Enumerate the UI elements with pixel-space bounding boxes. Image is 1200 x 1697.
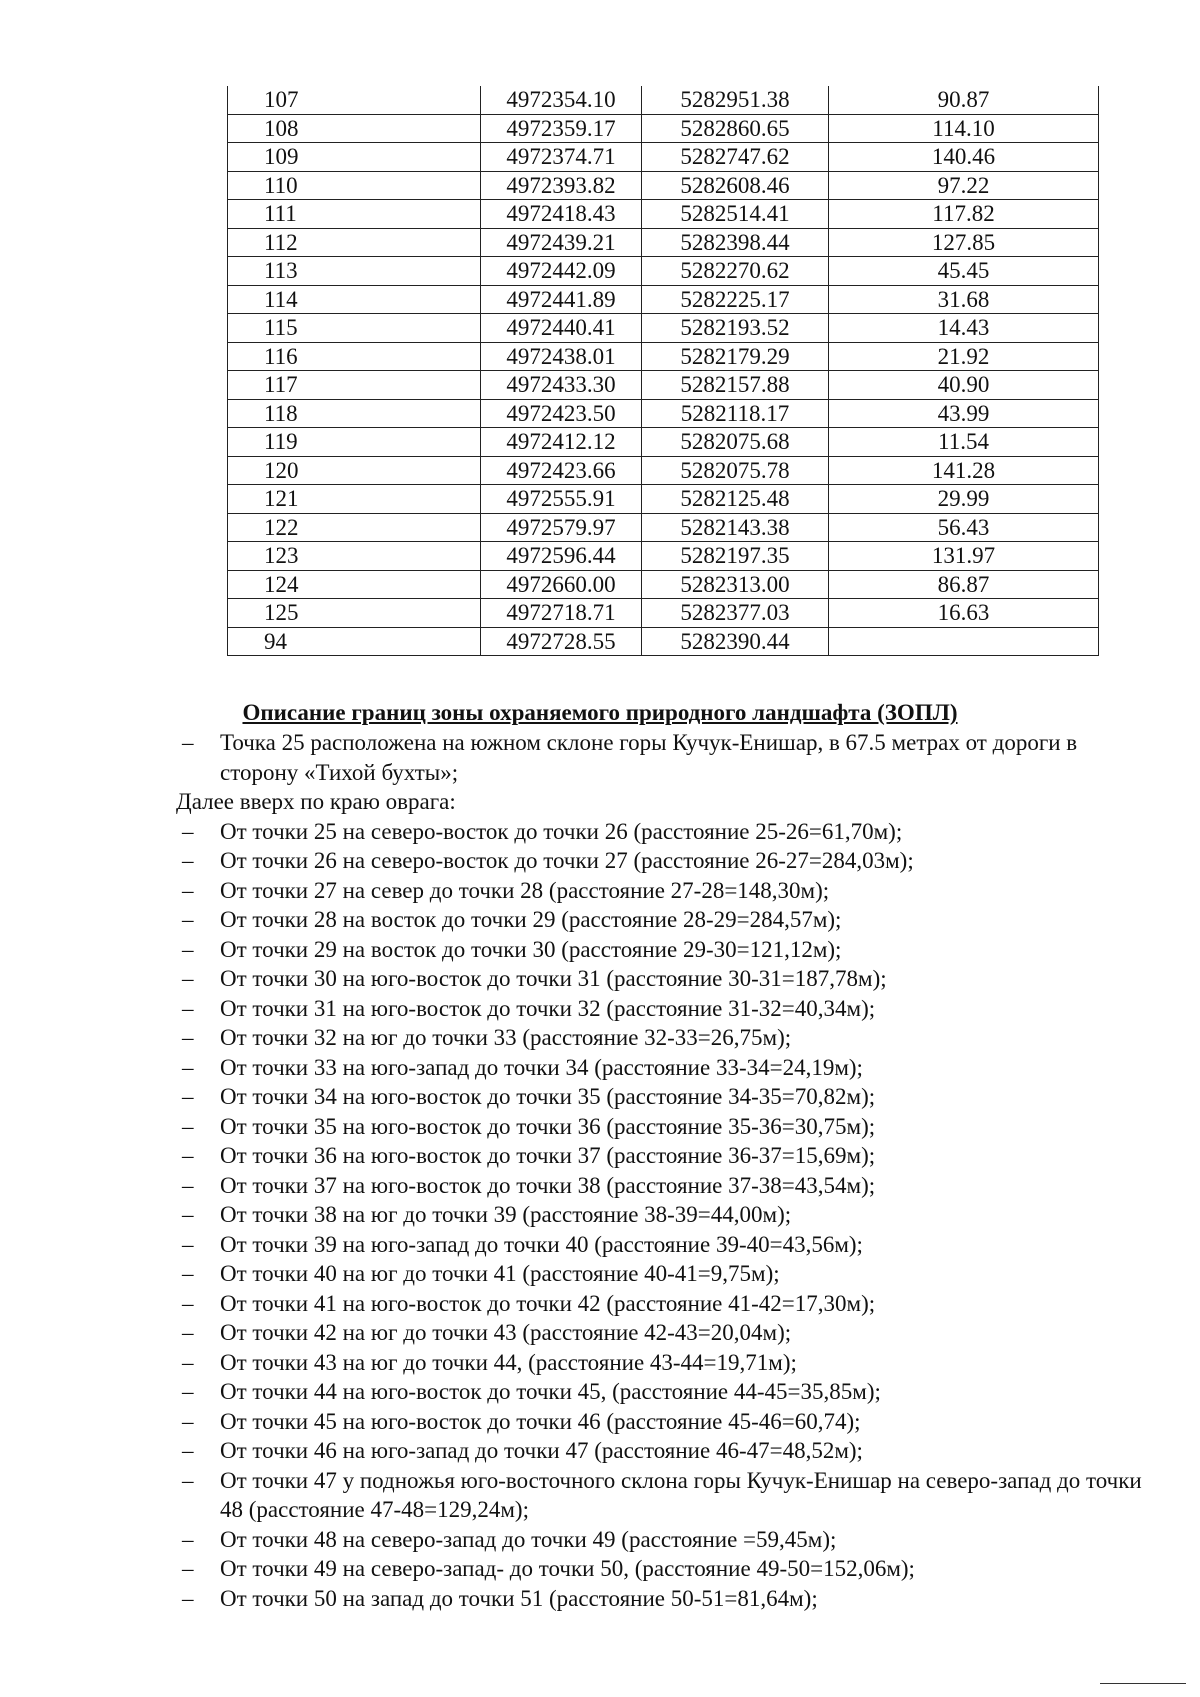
x-coordinate-cell: 4972412.12 — [481, 428, 642, 457]
x-coordinate-cell: 4972579.97 — [481, 513, 642, 542]
dash-marker: – — [182, 1172, 194, 1198]
table-row — [228, 314, 1099, 343]
list-item — [176, 1436, 1156, 1466]
list-item-text: От точки 43 на юг до точки 44, (расстояние 43-44=19,71м); — [220, 1349, 797, 1375]
y-coordinate-cell: 5282197.35 — [642, 542, 829, 571]
list-item-text: От точки 41 на юго-восток до точки 42 (расстояние 41-42=17,30м); — [220, 1290, 876, 1316]
list-item-text: От точки 25 на северо-восток до точки 26 (расстояние 25-26=61,70м); — [220, 818, 903, 844]
x-coordinate-cell: 4972374.71 — [481, 143, 642, 172]
distance-cell: 86.87 — [829, 570, 1099, 599]
list-item — [176, 1554, 1156, 1584]
distance-cell: 43.99 — [829, 399, 1099, 428]
y-coordinate-cell: 5282747.62 — [642, 143, 829, 172]
point-number-cell: 109 — [228, 143, 481, 172]
point-number-cell: 113 — [228, 257, 481, 286]
distance-cell: 90.87 — [829, 86, 1099, 114]
table-row — [228, 513, 1099, 542]
point-number-cell: 117 — [228, 371, 481, 400]
list-item-text: От точки 39 на юго-запад до точки 40 (расстояние 39-40=43,56м); — [220, 1231, 863, 1257]
list-item-text: От точки 31 на юго-восток до точки 32 (расстояние 31-32=40,34м); — [220, 995, 876, 1021]
list-item — [176, 876, 1156, 906]
dash-marker: – — [182, 1408, 194, 1434]
intro-item-text: Точка 25 расположена на южном склоне горы Кучук-Енишар, в 67.5 метрах от дороги в сторону «Тихой бухты»; — [220, 730, 1078, 785]
y-coordinate-cell: 5282143.38 — [642, 513, 829, 542]
list-item — [176, 1053, 1156, 1083]
dash-marker: – — [182, 966, 194, 991]
list-item — [176, 1230, 1156, 1260]
table-row — [228, 399, 1099, 428]
y-coordinate-cell: 5282860.65 — [642, 114, 829, 143]
list-item — [176, 1082, 1156, 1112]
list-item — [176, 1348, 1156, 1378]
distance-cell: 114.10 — [829, 114, 1099, 143]
dash-marker: – — [182, 1320, 194, 1345]
distance-cell: 11.54 — [829, 428, 1099, 457]
table-row — [228, 542, 1099, 571]
y-coordinate-cell: 5282270.62 — [642, 257, 829, 286]
list-item-text: От точки 26 на северо-восток до точки 27 (расстояние 26-27=284,03м); — [220, 848, 914, 873]
point-number-cell: 118 — [228, 399, 481, 428]
distance-cell — [829, 627, 1099, 656]
distance-cell: 117.82 — [829, 200, 1099, 229]
dash-marker: – — [182, 1467, 194, 1493]
y-coordinate-cell: 5282608.46 — [642, 171, 829, 200]
table-row — [228, 570, 1099, 599]
point-number-cell: 94 — [228, 627, 481, 656]
point-number-cell: 108 — [228, 114, 481, 143]
list-item — [176, 1289, 1156, 1319]
y-coordinate-cell: 5282377.03 — [642, 599, 829, 628]
dash-marker: – — [182, 1261, 194, 1286]
x-coordinate-cell: 4972555.91 — [481, 485, 642, 514]
dash-marker: – — [182, 936, 194, 962]
boundary-items-list — [176, 817, 1156, 1614]
dash-marker: – — [182, 995, 194, 1021]
list-item — [176, 1023, 1156, 1053]
y-coordinate-cell: 5282118.17 — [642, 399, 829, 428]
point-number-cell: 120 — [228, 456, 481, 485]
section-title: Описание границ зоны охраняемого природного ландшафта (ЗОПЛ) — [242, 700, 958, 725]
table-row — [228, 114, 1099, 143]
list-item-text: От точки 49 на северо-запад- до точки 50, (расстояние 49-50=152,06м); — [220, 1556, 915, 1581]
coordinates-table-body — [228, 86, 1099, 656]
list-item — [176, 1171, 1156, 1201]
list-item-text: От точки 46 на юго-запад до точки 47 (расстояние 46-47=48,52м); — [220, 1438, 863, 1463]
x-coordinate-cell: 4972423.50 — [481, 399, 642, 428]
table-row — [228, 428, 1099, 457]
dash-marker: – — [182, 1202, 194, 1227]
dash-marker: – — [182, 848, 194, 873]
boundary-description — [176, 728, 1156, 1613]
y-coordinate-cell: 5282390.44 — [642, 627, 829, 656]
list-item-text: От точки 40 на юг до точки 41 (расстояние 40-41=9,75м); — [220, 1261, 780, 1286]
point-number-cell: 124 — [228, 570, 481, 599]
list-item — [176, 1377, 1156, 1407]
x-coordinate-cell: 4972718.71 — [481, 599, 642, 628]
list-item-text: От точки 37 на юго-восток до точки 38 (расстояние 37-38=43,54м); — [220, 1172, 876, 1198]
list-item-text: От точки 35 на юго-восток до точки 36 (расстояние 35-36=30,75м); — [220, 1113, 876, 1139]
x-coordinate-cell: 4972440.41 — [481, 314, 642, 343]
y-coordinate-cell: 5282157.88 — [642, 371, 829, 400]
distance-cell: 31.68 — [829, 285, 1099, 314]
distance-cell: 21.92 — [829, 342, 1099, 371]
dash-marker: – — [182, 1054, 194, 1080]
point-number-cell: 122 — [228, 513, 481, 542]
list-item-text: От точки 38 на юг до точки 39 (расстояние 38-39=44,00м); — [220, 1202, 792, 1227]
y-coordinate-cell: 5282951.38 — [642, 86, 829, 114]
list-item — [176, 905, 1156, 935]
dash-marker: – — [182, 1556, 194, 1581]
list-item — [176, 1525, 1156, 1555]
y-coordinate-cell: 5282398.44 — [642, 228, 829, 257]
table-row — [228, 257, 1099, 286]
distance-cell: 45.45 — [829, 257, 1099, 286]
list-item — [176, 1200, 1156, 1230]
table-row — [228, 200, 1099, 229]
list-item-text: От точки 30 на юго-восток до точки 31 (расстояние 30-31=187,78м); — [220, 966, 887, 991]
dash-marker: – — [182, 730, 194, 755]
list-item-text: От точки 32 на юг до точки 33 (расстояние 32-33=26,75м); — [220, 1025, 792, 1050]
distance-cell: 141.28 — [829, 456, 1099, 485]
x-coordinate-cell: 4972423.66 — [481, 456, 642, 485]
y-coordinate-cell: 5282514.41 — [642, 200, 829, 229]
x-coordinate-cell: 4972354.10 — [481, 86, 642, 114]
list-item-text: От точки 27 на север до точки 28 (расстояние 27-28=148,30м); — [220, 877, 830, 903]
y-coordinate-cell: 5282125.48 — [642, 485, 829, 514]
table-row — [228, 143, 1099, 172]
table-row — [228, 171, 1099, 200]
dash-marker: – — [182, 1349, 194, 1375]
dash-marker: – — [182, 1025, 194, 1050]
distance-cell: 29.99 — [829, 485, 1099, 514]
table-row — [228, 228, 1099, 257]
list-item-text: От точки 42 на юг до точки 43 (расстояние 42-43=20,04м); — [220, 1320, 792, 1345]
list-item — [176, 1112, 1156, 1142]
list-item — [176, 994, 1156, 1024]
x-coordinate-cell: 4972439.21 — [481, 228, 642, 257]
point-number-cell: 111 — [228, 200, 481, 229]
table-row — [228, 599, 1099, 628]
list-item-text: От точки 34 на юго-восток до точки 35 (расстояние 34-35=70,82м); — [220, 1084, 876, 1109]
table-row — [228, 86, 1099, 114]
point-number-cell: 119 — [228, 428, 481, 457]
x-coordinate-cell: 4972441.89 — [481, 285, 642, 314]
distance-cell: 40.90 — [829, 371, 1099, 400]
list-item — [176, 846, 1156, 876]
dash-marker: – — [182, 1526, 194, 1552]
y-coordinate-cell: 5282075.68 — [642, 428, 829, 457]
x-coordinate-cell: 4972359.17 — [481, 114, 642, 143]
dash-marker: – — [182, 1231, 194, 1257]
list-item-text: От точки 44 на юго-восток до точки 45, (расстояние 44-45=35,85м); — [220, 1379, 881, 1404]
y-coordinate-cell: 5282179.29 — [642, 342, 829, 371]
distance-cell: 131.97 — [829, 542, 1099, 571]
description-paragraph: Далее вверх по краю оврага: — [176, 789, 456, 814]
table-row — [228, 285, 1099, 314]
point-number-cell: 125 — [228, 599, 481, 628]
list-item-text: От точки 45 на юго-восток до точки 46 (расстояние 45-46=60,74); — [220, 1408, 861, 1434]
x-coordinate-cell: 4972438.01 — [481, 342, 642, 371]
point-number-cell: 116 — [228, 342, 481, 371]
list-item-text: От точки 33 на юго-запад до точки 34 (расстояние 33-34=24,19м); — [220, 1054, 863, 1080]
table-row — [228, 627, 1099, 656]
list-item-text: От точки 29 на восток до точки 30 (расстояние 29-30=121,12м); — [220, 936, 842, 962]
point-number-cell: 110 — [228, 171, 481, 200]
point-number-cell: 107 — [228, 86, 481, 114]
point-number-cell: 123 — [228, 542, 481, 571]
y-coordinate-cell: 5282193.52 — [642, 314, 829, 343]
table-row — [228, 456, 1099, 485]
x-coordinate-cell: 4972418.43 — [481, 200, 642, 229]
list-item — [176, 1259, 1156, 1289]
distance-cell: 14.43 — [829, 314, 1099, 343]
list-item — [176, 1584, 1156, 1614]
dash-marker: – — [182, 877, 194, 903]
dash-marker: – — [182, 1084, 194, 1109]
dash-marker: – — [182, 1290, 194, 1316]
dash-marker: – — [182, 1379, 194, 1404]
list-item — [176, 1141, 1156, 1171]
intro-item — [176, 728, 1156, 787]
table-row — [228, 371, 1099, 400]
x-coordinate-cell: 4972660.00 — [481, 570, 642, 599]
y-coordinate-cell: 5282225.17 — [642, 285, 829, 314]
point-number-cell: 114 — [228, 285, 481, 314]
dash-marker: – — [182, 1585, 194, 1611]
dash-marker: – — [182, 1143, 194, 1168]
x-coordinate-cell: 4972442.09 — [481, 257, 642, 286]
dash-marker: – — [182, 907, 194, 932]
list-item-text: От точки 28 на восток до точки 29 (расстояние 28-29=284,57м); — [220, 907, 842, 932]
y-coordinate-cell: 5282313.00 — [642, 570, 829, 599]
point-number-cell: 121 — [228, 485, 481, 514]
list-item-text: От точки 48 на северо-запад до точки 49 (расстояние =59,45м); — [220, 1526, 837, 1552]
dash-marker: – — [182, 1113, 194, 1139]
x-coordinate-cell: 4972728.55 — [481, 627, 642, 656]
list-item — [176, 964, 1156, 994]
list-item-text: От точки 50 на запад до точки 51 (расстояние 50-51=81,64м); — [220, 1585, 818, 1611]
dash-marker: – — [182, 1438, 194, 1463]
point-number-cell: 115 — [228, 314, 481, 343]
table-row — [228, 342, 1099, 371]
list-item — [176, 935, 1156, 965]
list-item — [176, 1318, 1156, 1348]
y-coordinate-cell: 5282075.78 — [642, 456, 829, 485]
list-item — [176, 817, 1156, 847]
distance-cell: 97.22 — [829, 171, 1099, 200]
table-row — [228, 485, 1099, 514]
list-item-text: От точки 47 у подножья юго-восточного склона горы Кучук-Енишар на северо-запад до точки 48 (расстояние 47-48=129,24м); — [220, 1467, 1142, 1522]
footer-rule — [1100, 1683, 1186, 1684]
x-coordinate-cell: 4972596.44 — [481, 542, 642, 571]
distance-cell: 127.85 — [829, 228, 1099, 257]
x-coordinate-cell: 4972433.30 — [481, 371, 642, 400]
coordinates-table — [227, 86, 1099, 656]
x-coordinate-cell: 4972393.82 — [481, 171, 642, 200]
distance-cell: 140.46 — [829, 143, 1099, 172]
distance-cell: 56.43 — [829, 513, 1099, 542]
dash-marker: – — [182, 818, 194, 844]
list-item — [176, 1407, 1156, 1437]
list-item — [176, 1466, 1156, 1525]
distance-cell: 16.63 — [829, 599, 1099, 628]
list-item-text: От точки 36 на юго-восток до точки 37 (расстояние 36-37=15,69м); — [220, 1143, 876, 1168]
point-number-cell: 112 — [228, 228, 481, 257]
